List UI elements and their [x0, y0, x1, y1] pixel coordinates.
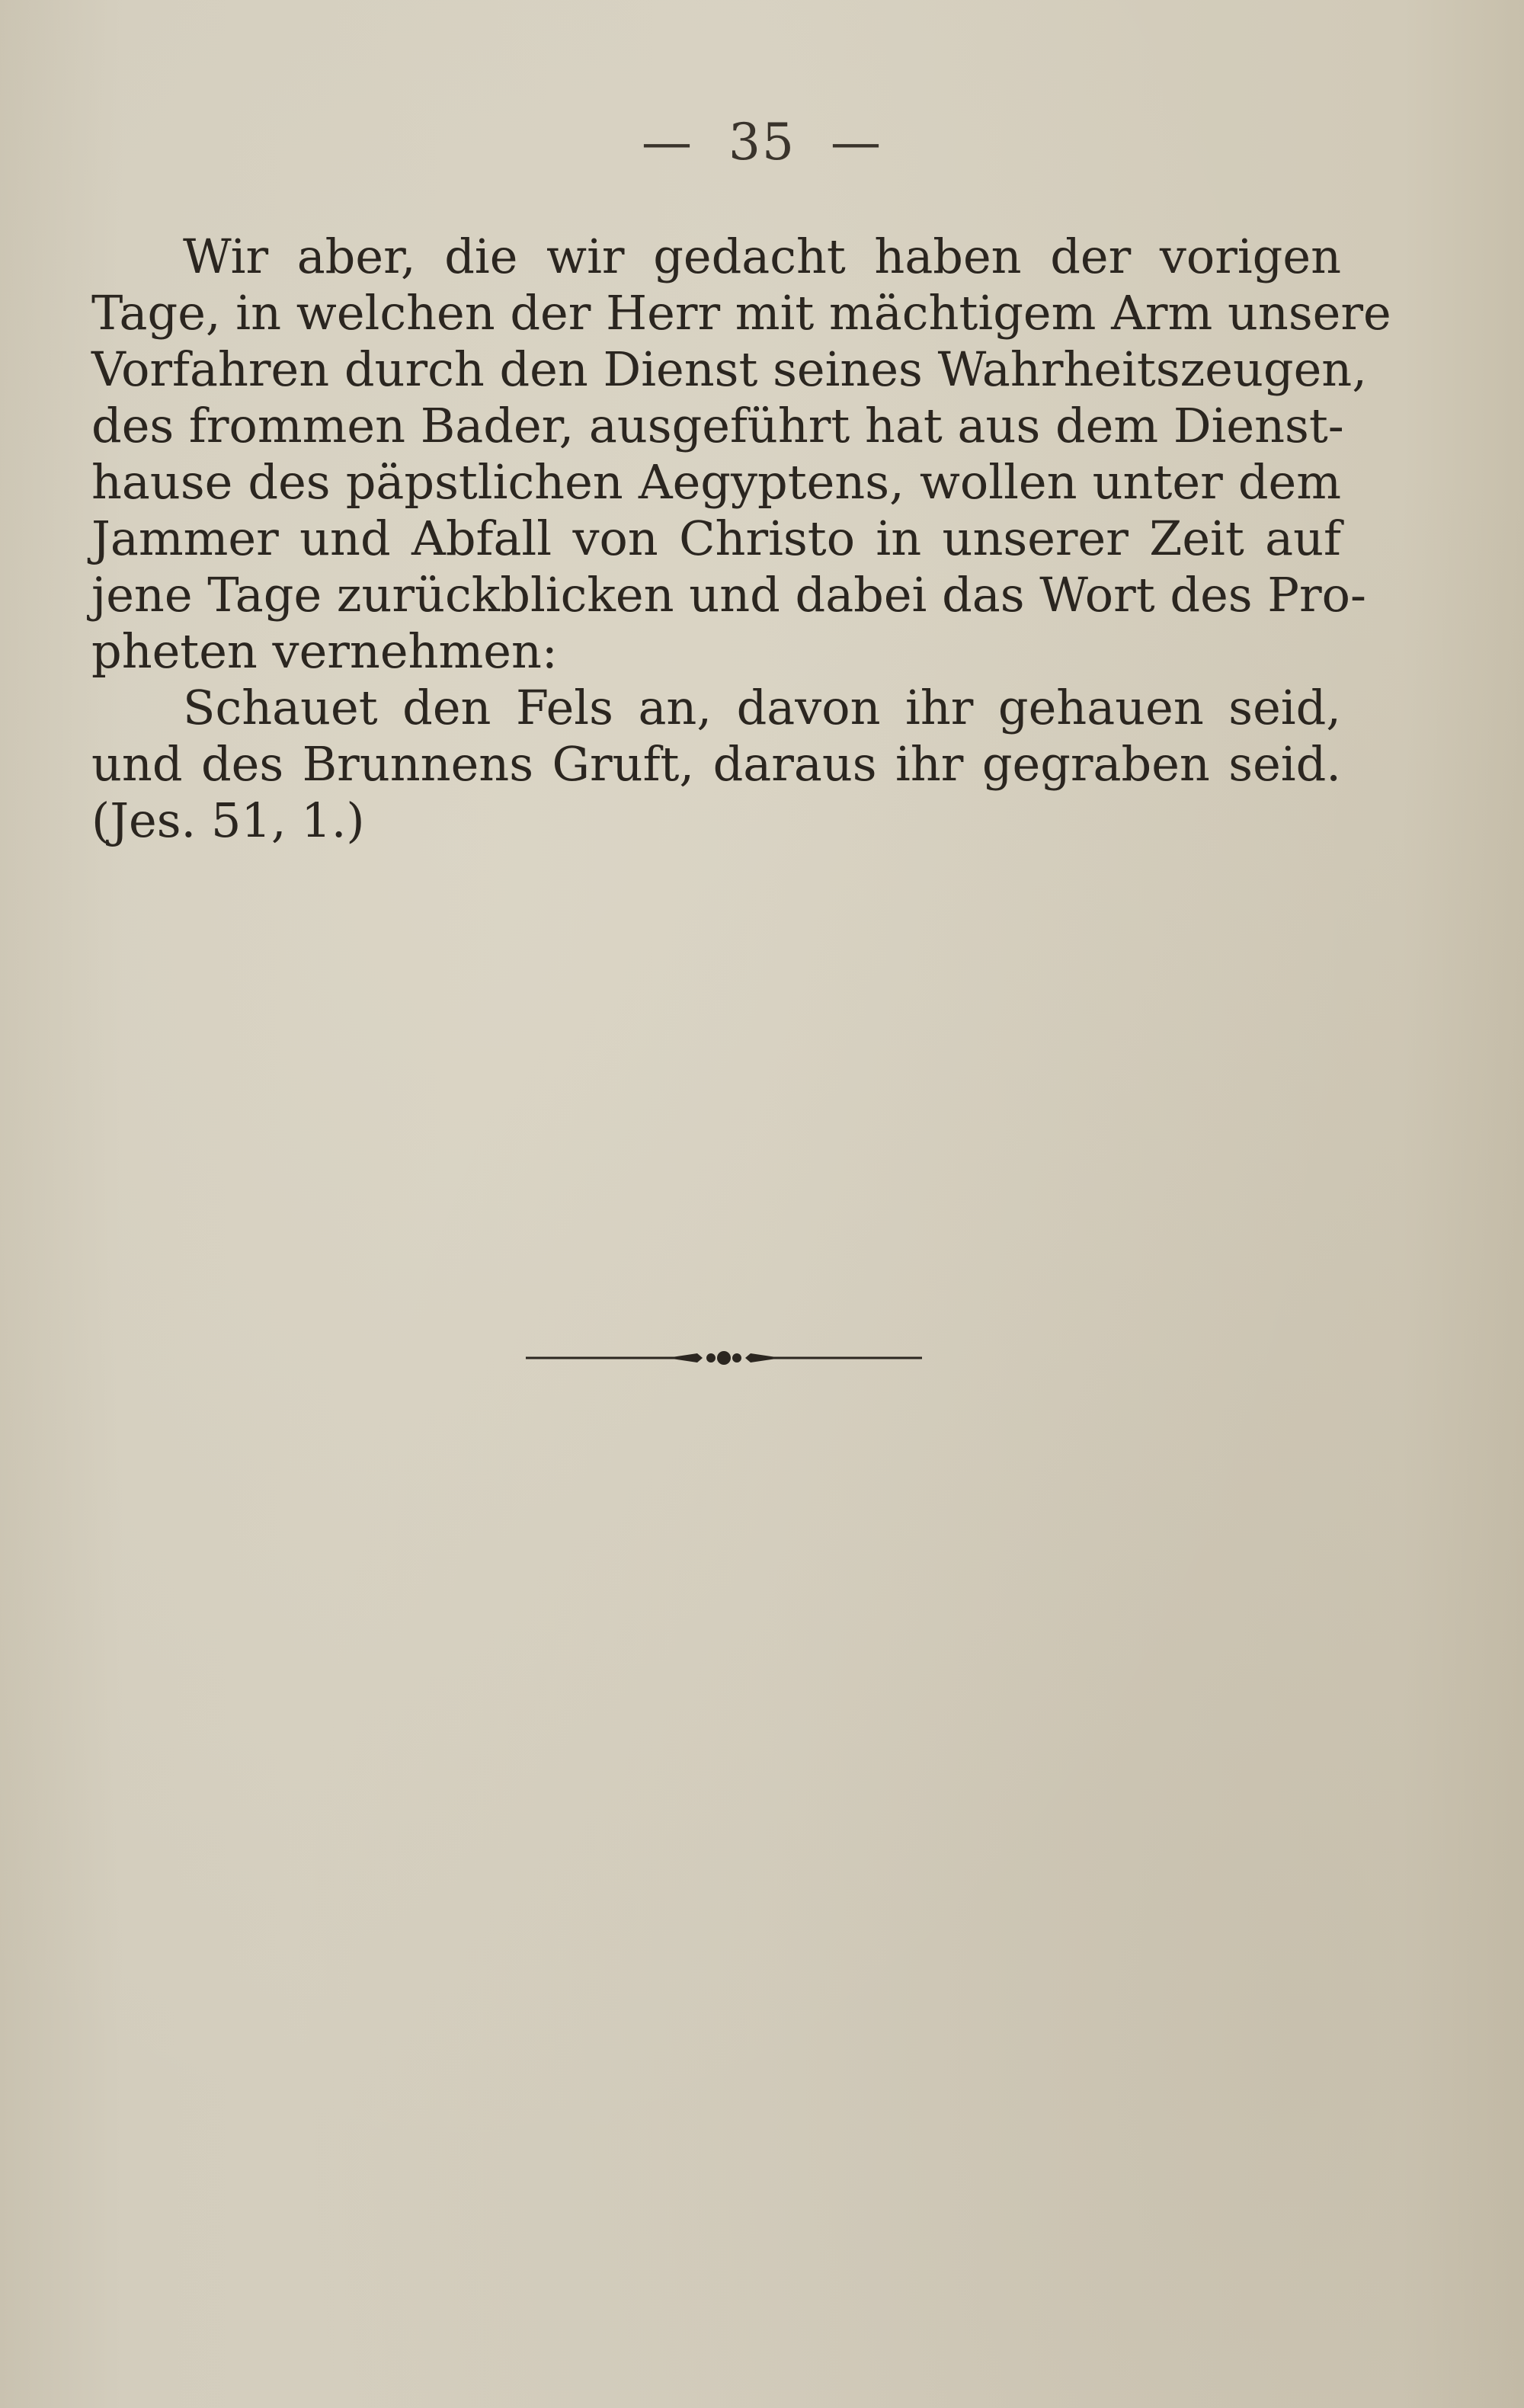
page-number-dash-left: —: [642, 113, 693, 171]
text-line: Vorfahren durch den Dienst seines Wahrheitszeugen,: [91, 341, 1367, 397]
text-line: (Jes. 51, 1.): [91, 793, 365, 848]
text-line: Schauet den Fels an, davon ihr gehauen seid,: [183, 680, 1341, 735]
text-line: Jammer und Abfall von Christo in unserer Zeit auf: [91, 511, 1341, 566]
page-number-header: [0, 113, 1524, 171]
page-number-dash-right: —: [830, 113, 882, 171]
ornament-flourish-left: [667, 1353, 703, 1363]
text-line: des frommen Bader, ausgeführt hat aus dem Dienst-: [91, 398, 1344, 453]
page-number: 35: [728, 113, 796, 171]
text-line: und des Brunnens Gruft, daraus ihr gegraben seid.: [91, 736, 1341, 792]
ornament-center-dot: [717, 1351, 731, 1365]
text-line: hause des päpstlichen Aegyptens, wollen unter dem: [91, 454, 1341, 510]
ornament-flourish-right: [745, 1353, 781, 1363]
ornament-dot-right: [732, 1353, 741, 1363]
body-text: [91, 229, 1391, 849]
text-line: Wir aber, die wir gedacht haben der vorigen: [183, 229, 1341, 284]
ornament-divider: [526, 1349, 922, 1367]
ornament-dot-left: [706, 1353, 716, 1363]
text-line: pheten vernehmen:: [91, 623, 558, 679]
text-line: Tage, in welchen der Herr mit mächtigem Arm unsere: [91, 285, 1391, 341]
text-line: jene Tage zurückblicken und dabei das Wort des Pro-: [91, 567, 1366, 623]
